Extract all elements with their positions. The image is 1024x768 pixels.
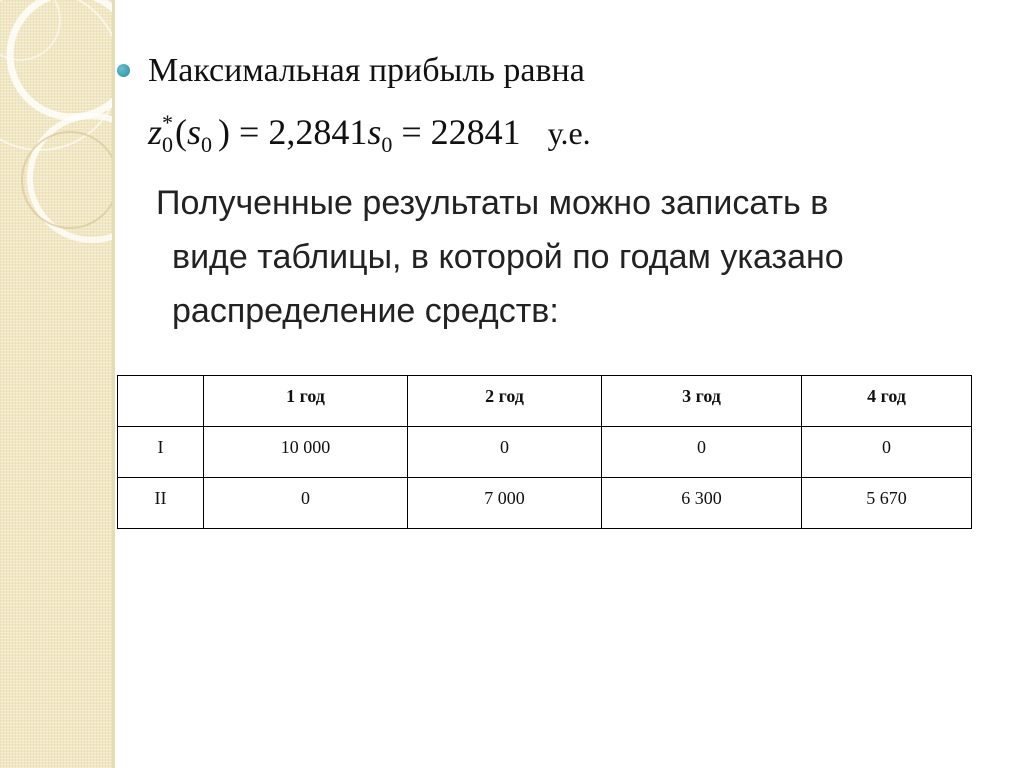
formula-s-sub: 0: [201, 132, 213, 157]
table-cell: 6 300: [602, 478, 802, 529]
table-cell: 0: [408, 427, 602, 478]
paragraph: [148, 176, 1008, 338]
formula-s2: s: [367, 112, 382, 152]
formula-result: 22841: [430, 112, 521, 152]
formula-z-sup: *: [162, 110, 174, 135]
table-header-cell: 3 год: [602, 376, 802, 427]
table-header-cell: 2 год: [408, 376, 602, 427]
table-cell: 0: [802, 427, 972, 478]
formula-open-paren: (: [175, 112, 188, 152]
formula-coefficient: 2,2841: [268, 112, 368, 152]
formula-close-paren: ): [218, 112, 231, 152]
paragraph-line-1: Полученные результаты можно записать в: [156, 184, 829, 222]
table-cell: 10 000: [204, 427, 408, 478]
table-header-row: [118, 376, 972, 427]
distribution-table: [117, 375, 972, 529]
formula-s: s: [187, 112, 202, 152]
formula: [148, 110, 591, 158]
table-row: [118, 427, 972, 478]
table-header-cell: [118, 376, 204, 427]
table-header-cell: 1 год: [204, 376, 408, 427]
table-cell: 0: [602, 427, 802, 478]
table-cell: 7 000: [408, 478, 602, 529]
paragraph-line-3: распределение средств:: [172, 292, 559, 330]
formula-z-sub: 0: [162, 132, 174, 157]
formula-unit: у.е.: [547, 115, 591, 151]
table-cell: 5 670: [802, 478, 972, 529]
formula-equals-1: =: [239, 112, 260, 152]
bullet-icon: [117, 64, 130, 77]
side-panel-border: [112, 0, 115, 768]
paragraph-line-2: виде таблицы, в которой по годам указано: [172, 238, 844, 276]
bullet-text: Максимальная прибыль равна: [148, 52, 585, 89]
table-cell: II: [118, 478, 204, 529]
formula-s2-sub: 0: [381, 132, 393, 157]
formula-z: z: [148, 112, 163, 152]
table-header-cell: 4 год: [802, 376, 972, 427]
formula-equals-2: =: [401, 112, 422, 152]
decorative-circles: [0, 0, 112, 768]
decorative-side-panel: [0, 0, 112, 768]
table-row: [118, 478, 972, 529]
table-cell: 0: [204, 478, 408, 529]
table-cell: I: [118, 427, 204, 478]
